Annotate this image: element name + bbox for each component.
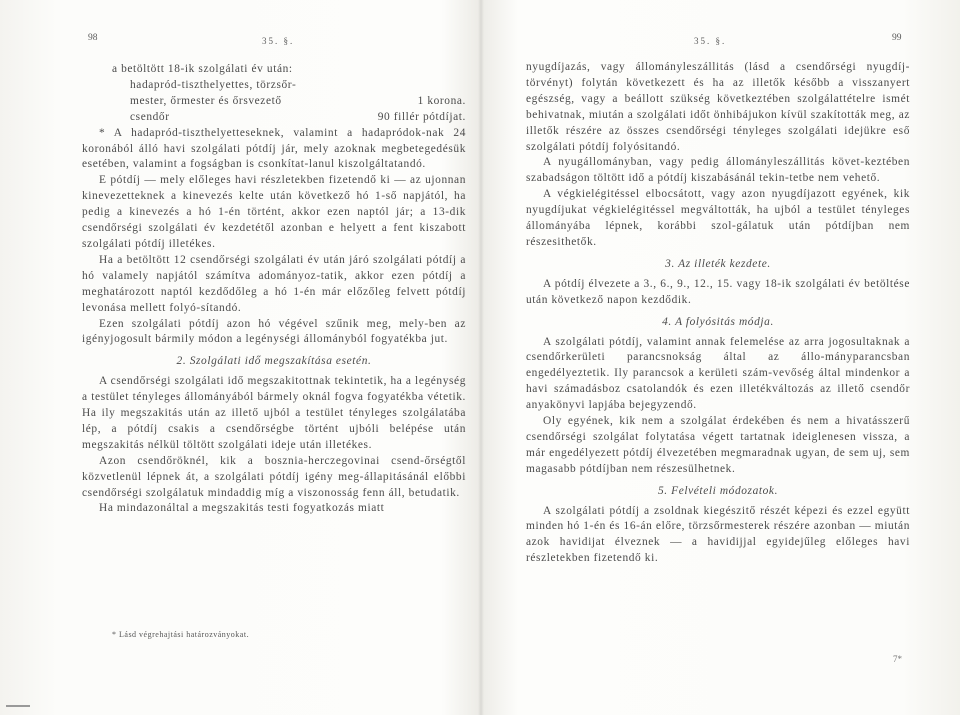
paragraph: * A hadapród-tiszthelyetteseknek, valamint a hadapródok-nak 24 koronából álló havi szolgálati pótdíj jár, mely azoknak megbetegedésük esetében, valamint a fogságban is csonkítat-lanul kiszolgáltatandó. xyxy=(82,126,466,171)
rate-line-3 xyxy=(82,94,466,110)
paragraph: Azon csendőröknél, kik a bosznia-herczegovinai csend-őrségtől közvetlenül lépnek át, a szolgálati pótdíj igény meg-állapitásánál előbbi csendőrségi szolgálatuk mindaddig míg a viszonosság fenn áll, betudatik. xyxy=(82,454,466,499)
rate-line-3-label: mester, őrmester és őrsvezető xyxy=(130,94,282,107)
rate-line-3-value: 1 korona. xyxy=(417,94,466,107)
rate-line-4 xyxy=(82,110,466,126)
rate-line-4-label: csendőr xyxy=(130,110,170,123)
section-heading: 5. Felvételi módozatok. xyxy=(657,484,779,497)
paragraph: A végkielégitéssel elbocsátott, vagy azon nyugdíjazott egyének, kik nyugdíjukat végkielégitéssel megváltották, ha ujból a testület tényleges állományába lépnek, korábbi szol-gálatuk után pótdíjban nem részesithetők. xyxy=(526,188,910,248)
running-head-left: 35. §. xyxy=(262,36,295,46)
paragraph: Ezen szolgálati pótdíj azon hó végével szűnik meg, mely-ben az igényjogosult bármily módon a legénységi állományból fogyatékba jut. xyxy=(82,317,466,346)
left-page xyxy=(0,0,478,715)
rate-line-4-value: 90 fillér pótdíjat. xyxy=(377,110,466,123)
paragraph: Ha mindazonáltal a megszakitás testi fogyatkozás miatt xyxy=(99,502,385,515)
page-number-left: 98 xyxy=(88,33,98,43)
paragraph: Oly egyének, kik nem a szolgálat érdekében és nem a hivatásszerű csendőrségi szolgálat folytatása végett tartatnak ideiglenesen vissza, a már engedélyezett pótdíj élvezetében megmaradnak ugyan, de sem uj, sem magasabb pótdíjban nem részesülhetnek. xyxy=(526,415,910,475)
section-heading: 2. Szolgálati idő megszakítása esetén. xyxy=(176,355,372,368)
paragraph: A szolgálati pótdíj a zsoldnak kiegészitő részét képezi és ezzel együtt minden hó 1-én és 16-án előre, törzsőrmesterek részére azonban — miután azok havidijat élveznek — a havidijjal egyidejűleg előleges havi részletekben fizetendő ki. xyxy=(526,504,910,565)
right-page xyxy=(484,0,960,715)
footnote: * Lásd végrehajtási határozványokat. xyxy=(112,630,250,639)
rate-line-2: hadapród-tiszthelyettes, törzsőr- xyxy=(130,78,297,91)
paragraph: A szolgálati pótdíj, valamint annak felemelése az arra jogosultaknak a csendőrkerületi parancsnokság által az állo-mányparancsban engedélyeztetik. Ily parancsok a kerületi szám-vevőség által mindenkor a havi számadásboz csatolandók és ezen illetékváltozás az illető csendőr anyakönyvi lapjába bejegyzendő. xyxy=(526,335,910,412)
left-text-column xyxy=(82,62,466,517)
rate-intro: a betöltött 18-ik szolgálati év után: xyxy=(112,63,293,75)
paragraph: A csendőrségi szolgálati idő megszakitottnak tekintetik, ha a legénység a testület tényleges állományából bármely oknál fogva fogyatékba vétetik. Ha ily megszakitás után az illető ujból a testület tényleges szolgálatába lép, a pótdíj csakis a csendőrségbe történt ujbóli belépése után megszakitás nélkül töltött szolgálati ideje után illetékes. xyxy=(82,375,466,451)
page-number-right: 99 xyxy=(892,33,902,43)
running-head-right: 35. §. xyxy=(694,36,727,46)
section-heading: 4. A folyósitás módja. xyxy=(662,315,774,328)
paragraph: A pótdíj élvezete a 3., 6., 9., 12., 15. vagy 18-ik szolgálati év betöltése után következő napon kezdődik. xyxy=(526,277,910,306)
signature-mark: 7* xyxy=(893,654,902,664)
right-text-column xyxy=(526,60,910,567)
paragraph: E pótdíj — mely előleges havi részletekben fizetendő ki — az ujonnan kinevezetteknek a kinevezés kelte után következő hó 1-ső napjától, ha pedig a kinevezés a hó 1-én történt, akkor ezen naptól jár; a 13-dik csendőrségi szolgálati év kezdetétől azonban e helyett a fent kiszabott szolgálati pótdíj illetékes. xyxy=(82,174,466,250)
paragraph: A nyugállományban, vagy pedig állományleszállitás követ-keztében szabadságon töltött idő a pótdíj kiszabásánál tekin-tetbe nem vehető. xyxy=(526,156,910,185)
section-heading: 3. Az illeték kezdete. xyxy=(665,257,771,270)
scan-mark xyxy=(6,705,30,707)
paragraph: nyugdíjazás, vagy állományleszállitás (lásd a csendőrségi nyugdíj-törvényt) folytán következett és ha az illetők később a visszanyert egészség, vagy a beállott szükség következtében szolgálattételre ismét behivatnak, miután a szolgálati időt önhibájukon kívül szakították meg, az illetők részére az összes csendőrségi tényleges szolgálati idejükre eső szolgálati pótdíj folyósitandó. xyxy=(526,61,910,153)
paragraph: Ha a betöltött 12 csendőrségi szolgálati év után járó szolgálati pótdíj a hó valamely napjától számítva adományoz-tatik, akkor ezen pótdíj a meghatározott naptól kezdődőleg a hó 1-én már előzőleg felvett pótdíj levonása mellett folyó-sítandó. xyxy=(82,253,466,314)
